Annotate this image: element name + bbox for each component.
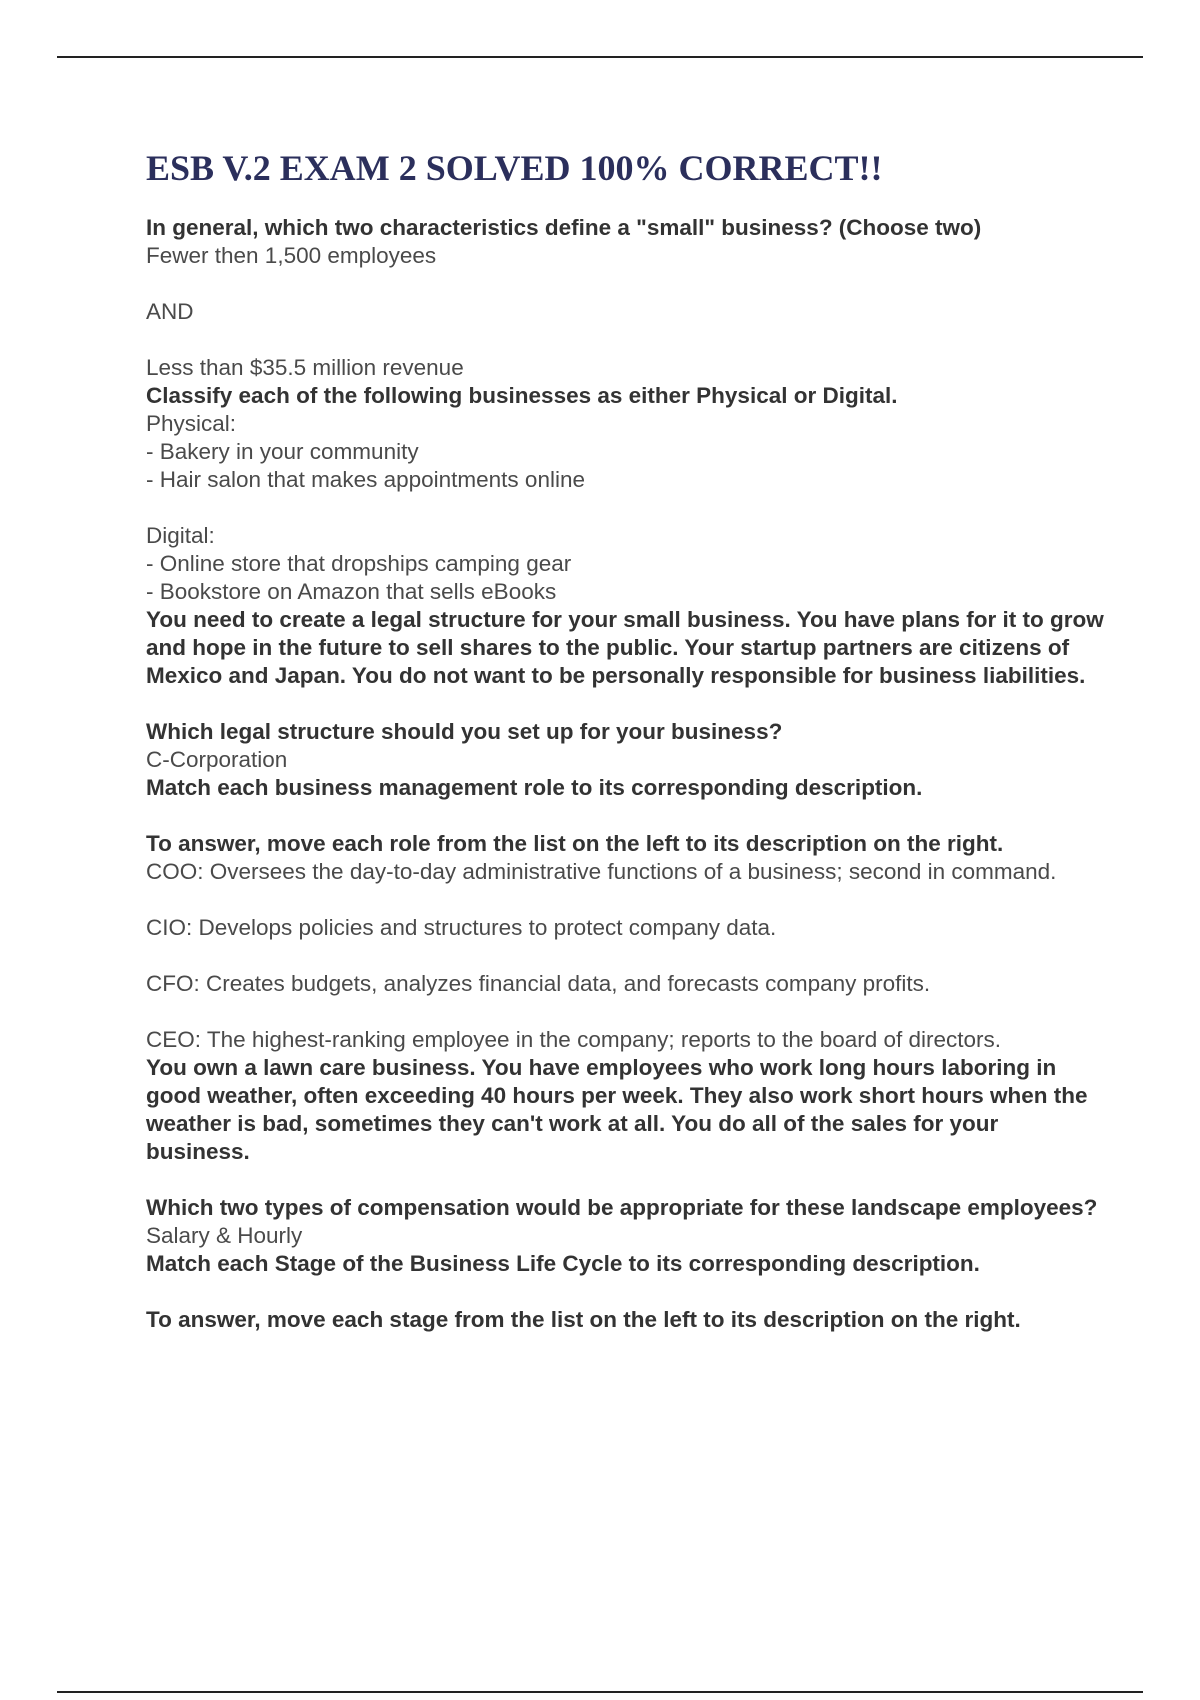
top-rule — [57, 56, 1143, 58]
question-life-cycle: Match each Stage of the Business Life Cycle to its corresponding description. To answer, move each stage from the list on the left to its description on the right. — [146, 1251, 1021, 1332]
question-compensation: You own a lawn care business. You have employees who work long hours laboring in good weather, often exceeding 40 hours per week. They also work short hours when the weather is bad, sometimes they can't work at all. You do all of the sales for your business. Which two types of compensation would be appropriate for these landscape employees? — [146, 1055, 1098, 1220]
answer-small-business: Fewer then 1,500 employees AND Less than $35.5 million revenue — [146, 243, 464, 380]
answer-compensation: Salary & Hourly — [146, 1223, 303, 1248]
answer-physical-digital: Physical: - Bakery in your community - Hair salon that makes appointments online Digital: - Online store that dropships camping gear - Bookstore on Amazon that sells eBooks — [146, 411, 585, 604]
question-management-roles: Match each business management role to its corresponding description. To answer, move each role from the list on the left to its description on the right. — [146, 775, 1004, 856]
document-body — [146, 214, 1106, 1334]
answer-legal-structure: C-Corporation — [146, 747, 288, 772]
document-title: ESB V.2 EXAM 2 SOLVED 100% CORRECT!! — [146, 148, 883, 188]
answer-management-roles: COO: Oversees the day-to-day administrative functions of a business; second in command. CIO: Develops policies and structures to protect company data. CFO: Creates budgets, analyzes financial data, and forecasts company profits. CEO: The highest-ranking employee in the company; reports to the board of directors. — [146, 859, 1057, 1052]
document-page — [146, 140, 1106, 1334]
question-small-business: In general, which two characteristics define a "small" business? (Choose two) — [146, 215, 982, 240]
question-legal-structure: You need to create a legal structure for your small business. You have plans for it to grow and hope in the future to sell shares to the public. Your startup partners are citizens of Mexico and Japan. You do not want to be personally responsible for business liabilities. Which legal structure should you set up for your business? — [146, 607, 1104, 744]
bottom-rule — [57, 1691, 1143, 1693]
question-physical-digital: Classify each of the following businesses as either Physical or Digital. — [146, 383, 898, 408]
